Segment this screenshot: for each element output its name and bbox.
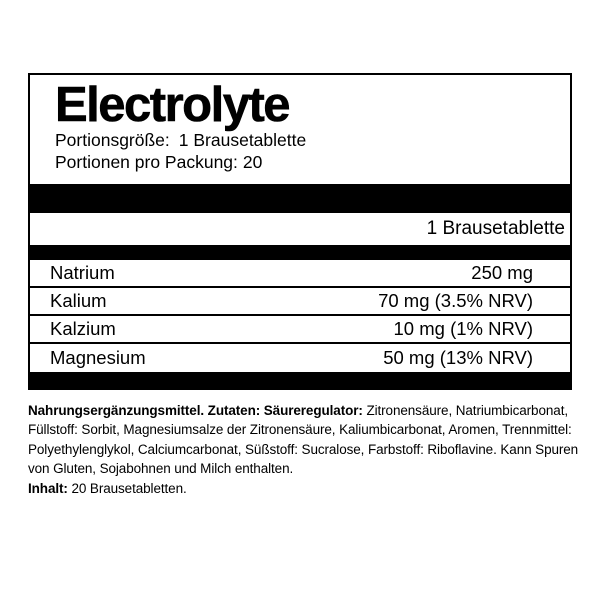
amount-column-header-row bbox=[30, 213, 570, 245]
ingredients-line bbox=[28, 459, 588, 478]
nutrient-table bbox=[30, 260, 570, 372]
ingredients-segment: 20 Brausetabletten. bbox=[67, 480, 187, 496]
nutrient-name: Natrium bbox=[50, 262, 115, 283]
product-title: Electrolyte bbox=[55, 78, 290, 132]
table-row bbox=[30, 344, 570, 372]
nutrient-amount: 50 mg (13% NRV) bbox=[383, 347, 533, 368]
ingredients-segment: von Gluten, Sojabohnen und Milch enthalten. bbox=[28, 461, 294, 477]
label-header bbox=[30, 75, 570, 184]
nutrient-amount: 10 mg (1% NRV) bbox=[393, 318, 533, 339]
ingredients-line bbox=[28, 401, 588, 420]
serving-size-label: Portionsgröße: bbox=[55, 130, 170, 150]
divider-bar-bottom bbox=[30, 372, 570, 388]
divider-bar-medium bbox=[30, 245, 570, 260]
ingredients-segment-bold: Inhalt: bbox=[28, 480, 68, 496]
ingredients-segment: Polyethylenglykol, Calciumcarbonat, Süßstoff: Sucralose, Farbstoff: Riboflavine. Kann Spuren bbox=[28, 441, 579, 457]
servings-per-pack-value: 20 bbox=[242, 151, 263, 172]
nutrient-amount: 250 mg bbox=[471, 262, 533, 283]
nutrient-name: Kalzium bbox=[50, 318, 116, 339]
table-row bbox=[30, 260, 570, 288]
nutrient-name: Magnesium bbox=[50, 347, 146, 368]
ingredients-segment: Zitronensäure, Natriumbicarbonat, bbox=[362, 403, 568, 418]
ingredients-line bbox=[28, 420, 588, 439]
ingredients-line bbox=[28, 440, 588, 459]
servings-per-pack-line bbox=[55, 152, 560, 174]
nutrient-name: Kalium bbox=[50, 290, 107, 311]
nutrient-amount: 70 mg (3.5% NRV) bbox=[378, 290, 533, 311]
divider-bar-thick bbox=[30, 184, 570, 213]
ingredients-text bbox=[28, 401, 588, 498]
amount-column-header: 1 Brausetablette bbox=[426, 218, 565, 239]
serving-size-value: 1 Brausetablette bbox=[178, 130, 307, 150]
ingredients-line bbox=[28, 479, 588, 498]
serving-size-line bbox=[55, 130, 560, 152]
table-row bbox=[30, 316, 570, 344]
table-row bbox=[30, 288, 570, 316]
servings-per-pack-label: Portionen pro Packung: bbox=[55, 151, 238, 172]
supplement-facts-box bbox=[28, 73, 572, 390]
ingredients-segment-bold: Nahrungsergänzungsmittel. Zutaten: Säureregulator: bbox=[28, 403, 363, 418]
ingredients-segment: Füllstoff: Sorbit, Magnesiumsalze der Zitronensäure, Kaliumbicarbonat, Aromen, Trennmittel: bbox=[28, 422, 572, 438]
